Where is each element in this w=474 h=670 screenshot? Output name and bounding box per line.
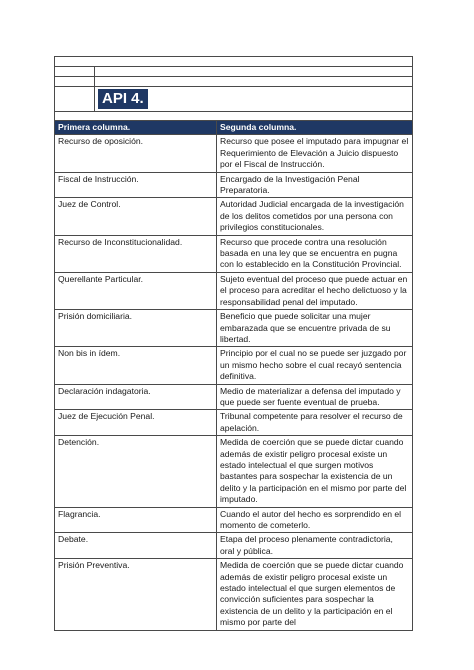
column-header-1: Primera columna. — [55, 121, 217, 135]
table-row — [55, 410, 413, 436]
term-cell: Querellante Particular. — [55, 272, 217, 309]
header-row-1 — [55, 57, 413, 67]
table-row — [55, 198, 413, 235]
term-cell: Prisión Preventiva. — [55, 559, 217, 630]
term-cell: Declaración indagatoria. — [55, 384, 217, 410]
term-cell: Flagrancia. — [55, 507, 217, 533]
column-header-row — [55, 121, 413, 135]
table-row — [55, 436, 413, 507]
table-body — [55, 121, 413, 631]
definition-cell: Cuando el autor del hecho es sorprendido en el momento de cometerlo. — [217, 507, 413, 533]
document-page — [54, 56, 412, 631]
page-title: API 4. — [98, 89, 148, 109]
definition-cell: Autoridad Judicial encargada de la investigación de los delitos cometidos por una persona con privilegios constitucionales. — [217, 198, 413, 235]
column-header-2: Segunda columna. — [217, 121, 413, 135]
definition-cell: Tribunal competente para resolver el recurso de apelación. — [217, 410, 413, 436]
definition-cell: Sujeto eventual del proceso que puede actuar en el proceso para acreditar el hecho delictuoso y la responsabilidad penal del imputado. — [217, 272, 413, 309]
term-cell: Recurso de oposición. — [55, 135, 217, 172]
table-row — [55, 310, 413, 347]
table-row — [55, 533, 413, 559]
empty-cell — [55, 77, 95, 87]
table-row — [55, 347, 413, 384]
term-cell: Fiscal de Instrucción. — [55, 172, 217, 198]
table-row — [55, 559, 413, 630]
term-cell: Juez de Control. — [55, 198, 217, 235]
definition-cell: Recurso que posee el imputado para impugnar el Requerimiento de Elevación a Juicio dispuesto por el Fiscal de Instrucción. — [217, 135, 413, 172]
table-row — [55, 384, 413, 410]
definition-cell: Encargado de la Investigación Penal Preparatoria. — [217, 172, 413, 198]
empty-cell — [55, 87, 95, 112]
definition-cell: Medio de materializar a defensa del imputado y que puede ser fuente eventual de prueba. — [217, 384, 413, 410]
empty-cell — [55, 112, 413, 121]
table-row — [55, 507, 413, 533]
table-row — [55, 235, 413, 272]
definition-cell: Medida de coerción que se puede dictar cuando además de existir peligro procesal existe un estado intelectual el que surgen elementos de convicción suficientes para sospechar la existencia de un delito y la participación en el mismo por parte del — [217, 559, 413, 630]
spacer-row — [55, 112, 413, 121]
table-row — [55, 135, 413, 172]
empty-cell — [55, 57, 413, 67]
title-container — [95, 87, 413, 112]
table-row — [55, 272, 413, 309]
term-cell: Debate. — [55, 533, 217, 559]
header-row-3 — [55, 77, 413, 87]
empty-cell — [95, 67, 413, 77]
definition-cell: Beneficio que puede solicitar una mujer embarazada que se encuentre privada de su libertad. — [217, 310, 413, 347]
definition-cell: Medida de coerción que se puede dictar cuando además de existir peligro procesal existe un estado intelectual el que surgen motivos bastantes para sospechar la existencia de un delito y la participación en el mismo por parte del imputado. — [217, 436, 413, 507]
definition-cell: Principio por el cual no se puede ser juzgado por un mismo hecho sobre el cual recayó sentencia definitiva. — [217, 347, 413, 384]
empty-cell — [95, 77, 413, 87]
definition-cell: Etapa del proceso plenamente contradictoria, oral y pública. — [217, 533, 413, 559]
empty-cell — [55, 67, 95, 77]
term-cell: Non bis in ídem. — [55, 347, 217, 384]
term-cell: Prisión domiciliaria. — [55, 310, 217, 347]
title-row — [55, 87, 413, 112]
table-row — [55, 172, 413, 198]
term-cell: Juez de Ejecución Penal. — [55, 410, 217, 436]
term-cell: Recurso de Inconstitucionalidad. — [55, 235, 217, 272]
term-cell: Detención. — [55, 436, 217, 507]
definition-cell: Recurso que procede contra una resolución basada en una ley que se encuentra en pugna con lo establecido en la Constitución Provincial. — [217, 235, 413, 272]
header-row-2 — [55, 67, 413, 77]
api-table — [54, 56, 413, 631]
